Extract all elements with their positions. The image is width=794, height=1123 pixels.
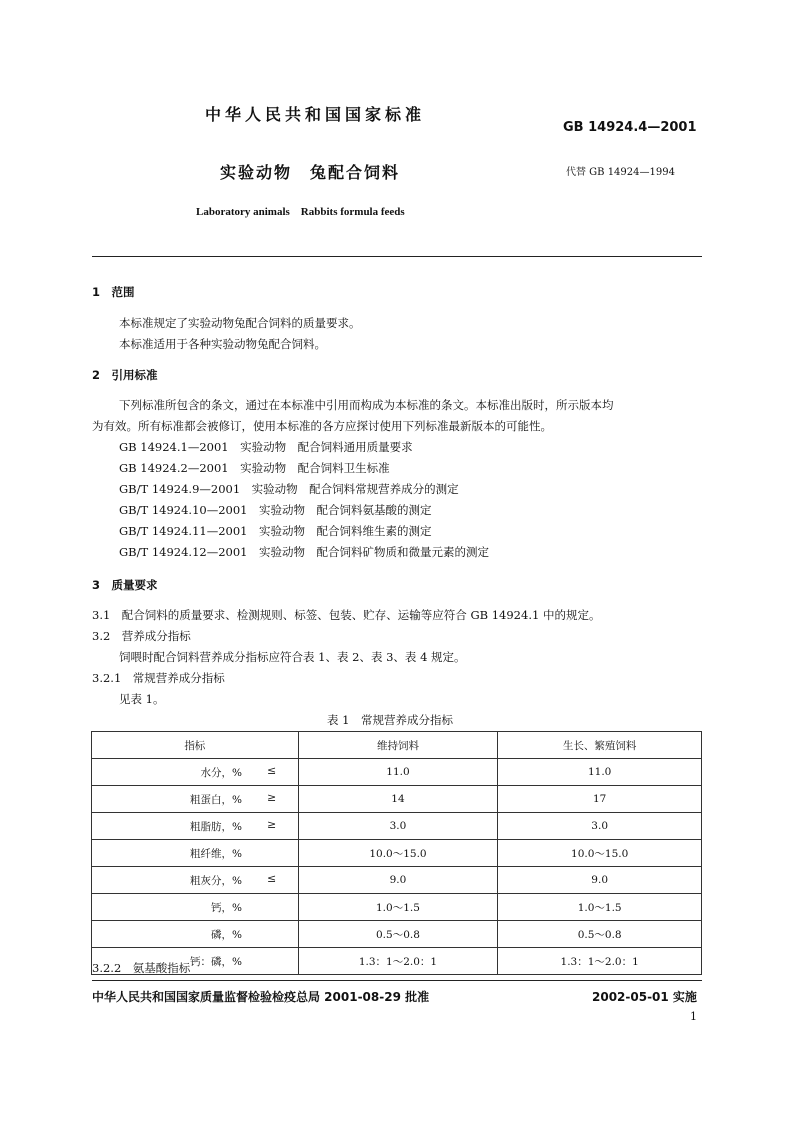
header-maintenance: 维持饲料	[298, 732, 498, 759]
header-indicator: 指标	[92, 732, 299, 759]
row-indicator	[92, 786, 299, 813]
growth-value: 0.5～0.8	[498, 921, 702, 948]
page-number: 1	[690, 1010, 697, 1023]
maintenance-value: 10.0～15.0	[298, 840, 498, 867]
reference-item: GB/T 14924.9—2001 实验动物 配合饲料常规营养成分的测定	[119, 482, 459, 496]
clause-3-2-heading: 3.2 营养成分指标	[92, 629, 191, 643]
reference-item: GB/T 14924.12—2001 实验动物 配合饲料矿物质和微量元素的测定	[119, 545, 489, 559]
growth-value: 17	[498, 786, 702, 813]
section-2-para-line-1: 下列标准所包含的条文，通过在本标准中引用而构成为本标准的条文。本标准出版时，所示版本均	[119, 398, 614, 412]
table-row	[92, 813, 702, 840]
row-sign: ≤	[267, 872, 277, 885]
table-caption: 表 1 常规营养成分指标	[327, 713, 453, 727]
row-name: 磷，%	[211, 929, 242, 941]
table-row	[92, 840, 702, 867]
reference-item: GB/T 14924.10—2001 实验动物 配合饲料氨基酸的测定	[119, 503, 432, 517]
replaces-note: 代替 GB 14924—1994	[566, 167, 675, 178]
growth-value: 3.0	[498, 813, 702, 840]
english-title: Laboratory animals Rabbits formula feeds	[196, 206, 405, 218]
row-name: 钙：磷，%	[190, 956, 242, 968]
row-indicator	[92, 867, 299, 894]
section-2-para-line-2: 为有效。所有标准都会被修订，使用本标准的各方应探讨使用下列标准最新版本的可能性。	[92, 419, 552, 433]
issuing-org: 中华人民共和国国家标准	[205, 105, 426, 124]
row-name: 粗脂肪，%	[190, 821, 242, 833]
clause-3-2-2-heading: 3.2.2 氨基酸指标	[92, 961, 191, 975]
growth-value: 1.3：1～2.0：1	[498, 948, 702, 975]
section-2-heading: 2 引用标准	[92, 368, 158, 382]
row-sign: ≥	[267, 791, 277, 804]
maintenance-value: 3.0	[298, 813, 498, 840]
header-divider	[92, 256, 702, 257]
document-title: 实验动物 兔配合饲料	[220, 163, 401, 182]
section-1-heading: 1 范围	[92, 285, 135, 299]
growth-value: 9.0	[498, 867, 702, 894]
table-header-row	[92, 732, 702, 759]
maintenance-value: 9.0	[298, 867, 498, 894]
clause-3-2-1-body: 见表 1。	[119, 692, 165, 706]
section-1-para-1: 本标准规定了实验动物兔配合饲料的质量要求。	[119, 316, 361, 330]
maintenance-value: 1.3：1～2.0：1	[298, 948, 498, 975]
approval-line: 中华人民共和国国家质量监督检验检疫总局 2001-08-29 批准	[92, 990, 430, 1004]
clause-3-2-body: 饲喂时配合饲料营养成分指标应符合表 1、表 2、表 3、表 4 规定。	[119, 650, 466, 664]
row-sign: ≤	[267, 764, 277, 777]
reference-item: GB 14924.2—2001 实验动物 配合饲料卫生标准	[119, 461, 390, 475]
section-1-para-2: 本标准适用于各种实验动物兔配合饲料。	[119, 337, 326, 351]
row-indicator	[92, 840, 299, 867]
row-name: 粗灰分，%	[190, 875, 242, 887]
table-row	[92, 759, 702, 786]
table-row	[92, 867, 702, 894]
row-indicator	[92, 921, 299, 948]
row-indicator	[92, 759, 299, 786]
standard-number: GB 14924.4—2001	[563, 120, 697, 135]
footer-divider	[92, 980, 702, 981]
growth-value: 10.0～15.0	[498, 840, 702, 867]
row-name: 钙，%	[211, 902, 242, 914]
table-row	[92, 786, 702, 813]
clause-3-1: 3.1 配合饲料的质量要求、检测规则、标签、包装、贮存、运输等应符合 GB 14924.1 中的规定。	[92, 608, 601, 622]
row-sign: ≥	[267, 818, 277, 831]
nutrient-table	[91, 731, 702, 975]
clause-3-2-1-heading: 3.2.1 常规营养成分指标	[92, 671, 225, 685]
row-name: 粗蛋白，%	[190, 794, 242, 806]
reference-item: GB 14924.1—2001 实验动物 配合饲料通用质量要求	[119, 440, 413, 454]
row-indicator	[92, 894, 299, 921]
maintenance-value: 1.0～1.5	[298, 894, 498, 921]
effective-date: 2002-05-01 实施	[592, 990, 697, 1004]
row-name: 水分，%	[200, 767, 242, 779]
row-indicator	[92, 813, 299, 840]
maintenance-value: 14	[298, 786, 498, 813]
table-row	[92, 894, 702, 921]
growth-value: 1.0～1.5	[498, 894, 702, 921]
row-name: 粗纤维，%	[190, 848, 242, 860]
growth-value: 11.0	[498, 759, 702, 786]
maintenance-value: 0.5～0.8	[298, 921, 498, 948]
reference-item: GB/T 14924.11—2001 实验动物 配合饲料维生素的测定	[119, 524, 432, 538]
section-3-heading: 3 质量要求	[92, 578, 158, 592]
maintenance-value: 11.0	[298, 759, 498, 786]
header-growth: 生长、繁殖饲料	[498, 732, 702, 759]
table-row	[92, 921, 702, 948]
